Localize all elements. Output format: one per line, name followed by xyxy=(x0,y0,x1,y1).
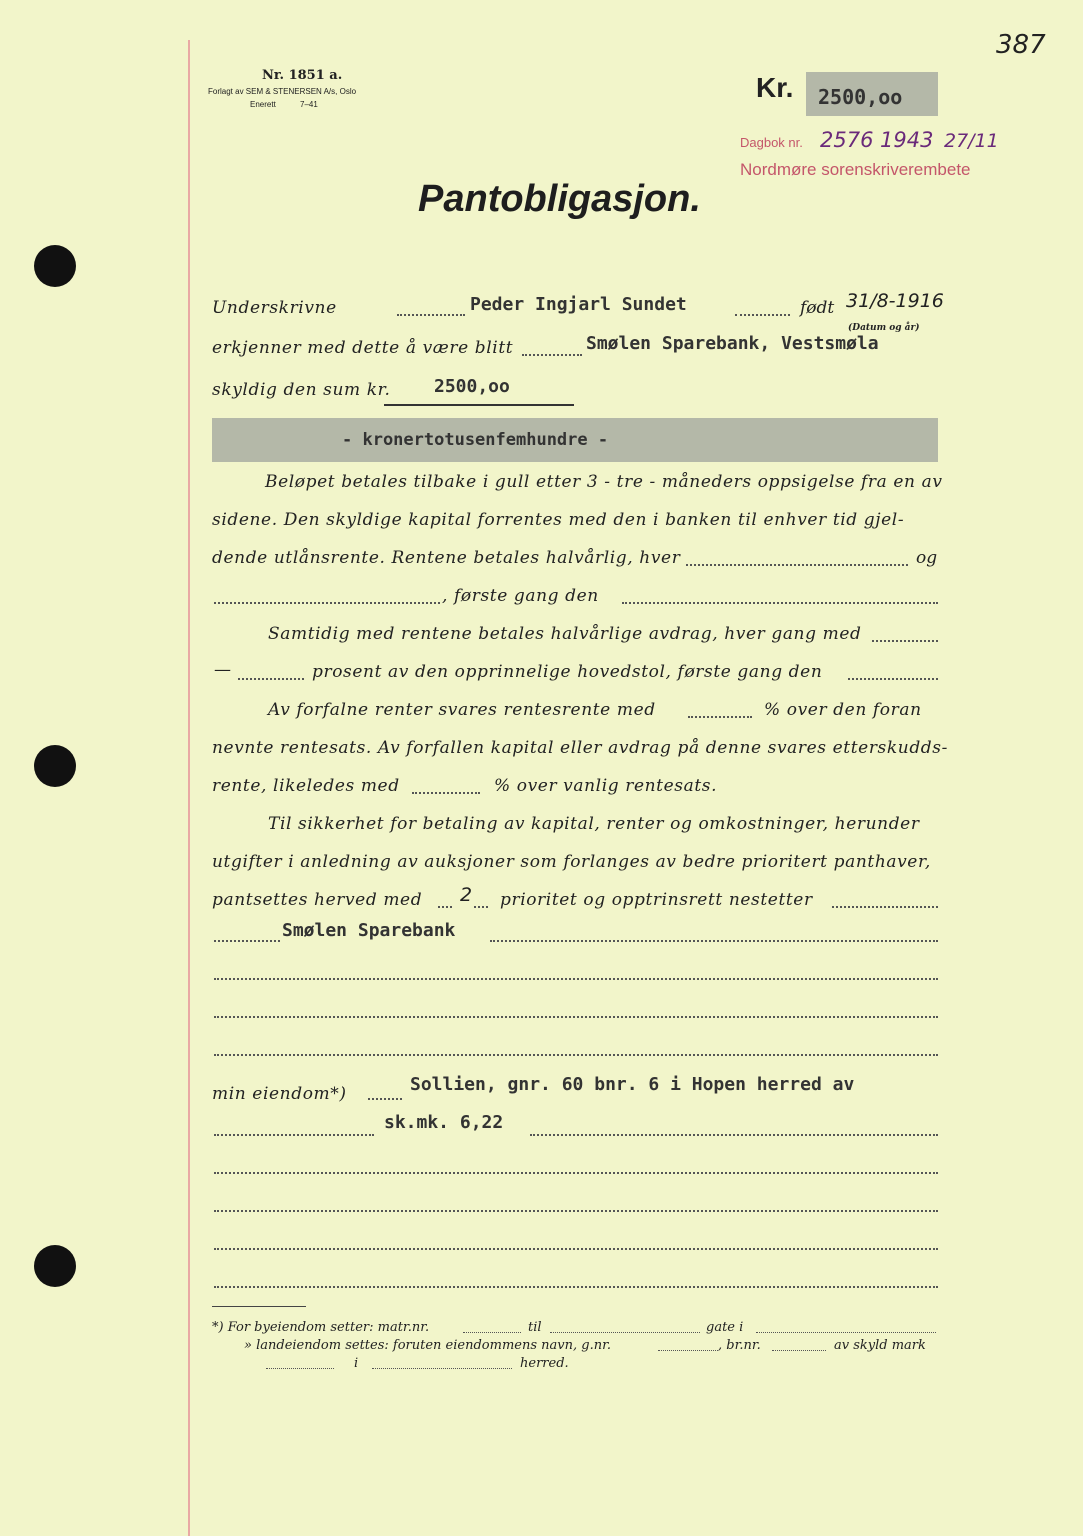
property-line: Sollien, gnr. 60 bnr. 6 i Hopen herred av xyxy=(410,1074,855,1095)
dotted-leader xyxy=(658,1350,718,1351)
sum-underline xyxy=(384,404,574,406)
born-label: født xyxy=(800,298,835,318)
body-line: nevnte rentesats. Av forfallen kapital eller avdrag på denne svares etterskudds- xyxy=(212,738,948,758)
dotted-leader xyxy=(214,602,440,604)
amount-in-words: - kronertotusenfemhundre - xyxy=(342,430,609,450)
dotted-leader xyxy=(530,1134,938,1136)
footnote-line: gate i xyxy=(706,1320,744,1335)
dotted-leader xyxy=(832,906,938,908)
footnote-line: *) For byeiendom setter: matr.nr. xyxy=(212,1320,430,1335)
dotted-line xyxy=(214,1210,938,1212)
prior-holder: Smølen Sparebank xyxy=(282,920,456,941)
document-title: Pantobligasjon. xyxy=(418,178,701,220)
footnote-rule xyxy=(212,1306,306,1307)
punch-hole xyxy=(34,745,76,787)
footnote-line: i xyxy=(354,1356,359,1371)
sum-label: skyldig den sum kr. xyxy=(212,380,391,400)
dotted-leader xyxy=(368,1098,402,1100)
creditor-name: Smølen Sparebank, Vestsmøla xyxy=(586,333,879,354)
body-line: utgifter i anledning av auksjoner som forlanges av bedre prioritert panthaver, xyxy=(212,852,931,872)
born-value: 31/8-1916 xyxy=(846,290,944,312)
punch-hole xyxy=(34,245,76,287)
body-line: Beløpet betales tilbake i gull etter 3 - tre - måneders oppsigelse fra en av xyxy=(265,472,943,492)
dotted-line xyxy=(214,1286,938,1288)
footnote-line: til xyxy=(528,1320,542,1335)
dotted-leader xyxy=(372,1368,512,1369)
body-line: sidene. Den skyldige kapital forrentes med den i banken til enhver tid gjel- xyxy=(212,510,905,530)
dotted-leader xyxy=(848,678,938,680)
sum-value: 2500,oo xyxy=(434,376,510,397)
dotted-leader xyxy=(214,1134,374,1136)
body-line: % over den foran xyxy=(764,700,922,720)
amount-label: Kr. xyxy=(756,72,794,103)
margin-rule xyxy=(188,40,190,1536)
dotted-leader xyxy=(686,564,908,566)
publisher-line: Forlagt av SEM & STENERSEN A/s, Oslo xyxy=(208,87,357,96)
dotted-leader xyxy=(622,602,938,604)
publisher-enerett: Enerett xyxy=(250,100,276,109)
dotted-line xyxy=(214,1054,938,1056)
publisher-date: 7–41 xyxy=(300,100,318,109)
body-line: Av forfalne renter svares rentesrente med xyxy=(268,700,656,720)
body-line-dash: — xyxy=(214,660,231,680)
journal-date: 27/11 xyxy=(944,130,999,152)
dotted-leader xyxy=(756,1332,936,1333)
page-number: 387 xyxy=(996,30,1046,60)
footnote-line: av skyld mark xyxy=(834,1338,926,1353)
dotted-leader xyxy=(772,1350,826,1351)
dotted-leader xyxy=(397,314,465,316)
dotted-leader xyxy=(550,1332,700,1333)
property-line: sk.mk. 6,22 xyxy=(384,1112,504,1133)
journal-stamp-prefix: Dagbok nr. xyxy=(740,135,803,150)
dotted-line xyxy=(214,978,938,980)
dotted-leader xyxy=(872,640,938,642)
dotted-leader xyxy=(412,792,480,794)
body-line: pantsettes herved med xyxy=(212,890,423,910)
dotted-leader xyxy=(238,678,304,680)
footnote-line: » landeiendom settes: foruten eiendommens navn, g.nr. xyxy=(244,1338,611,1353)
body-line: dende utlånsrente. Rentene betales halvårlig, hver xyxy=(212,548,681,568)
born-hint: (Datum og år) xyxy=(848,323,920,333)
dotted-leader xyxy=(522,354,582,356)
body-line-end: og xyxy=(916,548,938,568)
dotted-leader xyxy=(438,906,452,908)
body-line: rente, likeledes med xyxy=(212,776,400,796)
property-label: min eiendom*) xyxy=(212,1084,347,1104)
dotted-leader xyxy=(735,314,790,316)
dotted-leader xyxy=(688,716,752,718)
punch-hole xyxy=(34,1245,76,1287)
dotted-line xyxy=(214,1248,938,1250)
dotted-leader xyxy=(463,1332,521,1333)
body-line: prosent av den opprinnelige hovedstol, første gang den xyxy=(312,662,823,682)
dotted-leader xyxy=(474,906,488,908)
body-line: % over vanlig rentesats. xyxy=(494,776,718,796)
dotted-leader xyxy=(214,940,280,942)
dotted-leader xyxy=(490,940,938,942)
court-office: Nordmøre sorenskriverembete xyxy=(740,160,971,179)
sum-row xyxy=(212,380,940,400)
debtor-name: Peder Ingjarl Sundet xyxy=(470,294,687,315)
body-line: Til sikkerhet for betaling av kapital, renter og omkostninger, herunder xyxy=(268,814,920,834)
form-number: Nr. 1851 a. xyxy=(262,68,343,83)
creditor-label: erkjenner med dette å være blitt xyxy=(212,338,514,358)
journal-number: 2576 xyxy=(820,128,874,152)
priority-value: 2 xyxy=(460,884,473,906)
body-line: Samtidig med rentene betales halvårlige avdrag, hver gang med xyxy=(268,624,862,644)
footnote-line: , br.nr. xyxy=(718,1338,761,1353)
footnote-line: herred. xyxy=(520,1356,569,1371)
debtor-label: Underskrivne xyxy=(212,298,337,318)
dotted-leader xyxy=(266,1368,334,1369)
dotted-line xyxy=(214,1172,938,1174)
journal-year: 1943 xyxy=(880,128,934,152)
amount-value: 2500,oo xyxy=(818,85,903,109)
dotted-line xyxy=(214,1016,938,1018)
body-line: , første gang den xyxy=(442,586,599,606)
body-line: prioritet og opptrinsrett nestetter xyxy=(500,890,813,910)
